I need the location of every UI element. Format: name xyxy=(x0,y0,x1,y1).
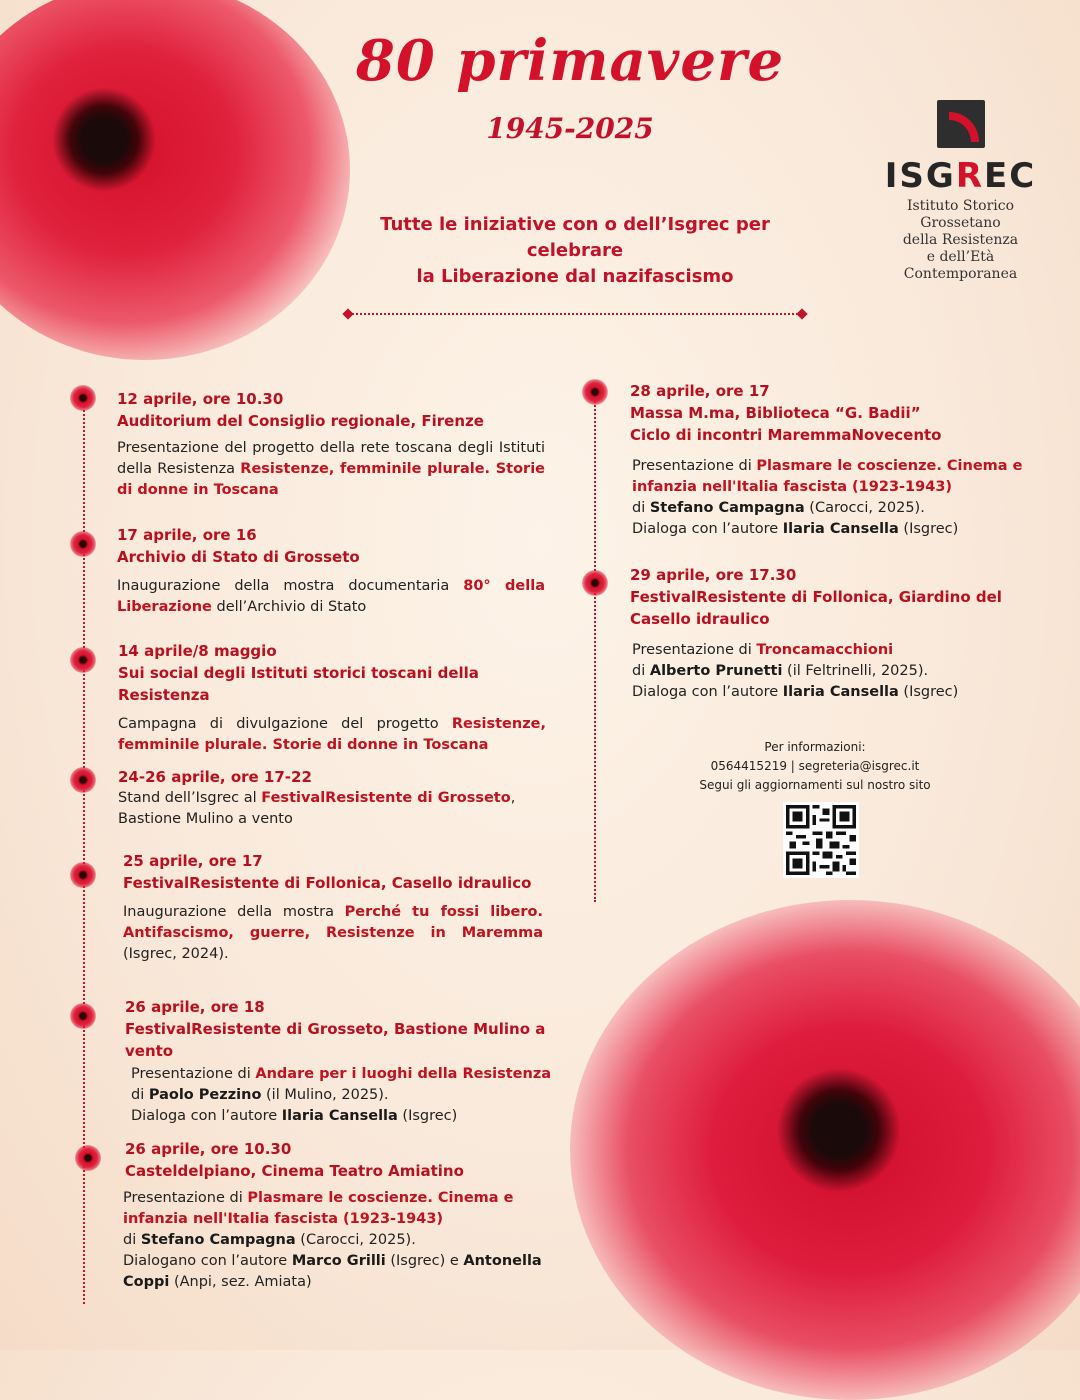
event-date: 14 aprile/8 maggio xyxy=(118,642,277,660)
divider-dot-icon xyxy=(796,308,807,319)
event-place: Massa M.ma, Biblioteca “G. Badii” xyxy=(630,404,921,422)
tagline xyxy=(330,212,820,290)
poppy-bullet-icon xyxy=(70,647,96,673)
event-item xyxy=(630,380,1040,540)
event-date: 29 aprile, ore 17.30 xyxy=(630,566,797,584)
poppy-bullet-icon xyxy=(70,862,96,888)
timeline-line-right xyxy=(594,390,596,902)
poppy-illustration-bottom xyxy=(570,900,1080,1400)
event-description: Presentazione di Troncamacchioni di Alberto Prunetti (il Feltrinelli, 2025). Dialoga con l’autore Ilaria Cansella (Isgrec) xyxy=(632,642,959,700)
event-description: Presentazione di Andare per i luoghi della Resistenza di Paolo Pezzino (il Mulino, 2025). Dialoga con l’autore Ilaria Cansella (Isgrec) xyxy=(131,1066,552,1124)
event-item xyxy=(630,564,1050,703)
event-date: 25 aprile, ore 17 xyxy=(123,852,263,870)
logo-full-name: Istituto Storico Grossetano della Resistenza e dell’Età Contemporanea xyxy=(902,198,1019,282)
website-note: Segui gli aggiornamenti sul nostro sito xyxy=(699,778,931,792)
poppy-bullet-icon xyxy=(70,531,96,557)
contact-info xyxy=(680,738,950,795)
event-item xyxy=(118,640,546,756)
event-date: 28 aprile, ore 17 xyxy=(630,382,770,400)
poppy-bullet-icon xyxy=(70,767,96,793)
contact-label: Per informazioni: xyxy=(764,740,866,754)
tagline-line-2: la Liberazione dal nazifascismo xyxy=(416,266,734,287)
contact-details[interactable]: 0564415219 | segreteria@isgrec.it xyxy=(710,759,920,773)
event-description: Presentazione di Plasmare le coscienze. Cinema e infanzia nell'Italia fascista (1923-1943) di Stefano Campagna (Carocci, 2025). Dialoga con l’autore Ilaria Cansella (Isgrec) xyxy=(632,458,1023,537)
years-subtitle: 1945-2025 xyxy=(486,112,654,145)
poppy-bullet-icon xyxy=(582,570,608,596)
page-title: 80 primavere xyxy=(355,28,785,94)
poppy-bullet-icon xyxy=(75,1145,101,1171)
event-date: 26 aprile, ore 18 xyxy=(125,998,265,1016)
isgrec-logo-icon xyxy=(937,100,985,148)
event-description: Stand dell’Isgrec al FestivalResistente di Grosseto, Bastione Mulino a vento xyxy=(118,790,516,827)
event-description: Campagna di divulgazione del progetto Resistenze, femminile plurale. Storie di donne in Toscana xyxy=(118,716,546,753)
header-divider xyxy=(348,313,802,315)
event-date: 17 aprile, ore 16 xyxy=(117,526,257,544)
event-description: Presentazione di Plasmare le coscienze. Cinema e infanzia nell'Italia fascista (1923-1943) di Stefano Campagna (Carocci, 2025). Dialogano con l’autore Marco Grilli (Isgrec) e Antonella Coppi (Anpi, sez. Amiata) xyxy=(123,1190,542,1290)
divider-dot-icon xyxy=(342,308,353,319)
logo-wordmark: ISGREC xyxy=(884,156,1037,196)
event-series: Ciclo di incontri MaremmaNovecento xyxy=(630,426,942,444)
event-description: Inaugurazione della mostra documentaria 80° della Liberazione dell’Archivio di Stato xyxy=(117,578,545,615)
poppy-bullet-icon xyxy=(70,1003,96,1029)
poppy-bullet-icon xyxy=(70,385,96,411)
event-place: FestivalResistente di Grosseto, Bastione Mulino a vento xyxy=(125,1020,546,1060)
event-place: Casteldelpiano, Cinema Teatro Amiatino xyxy=(125,1162,464,1180)
event-place: FestivalResistente di Follonica, Casello idraulico xyxy=(123,874,532,892)
qr-code-icon[interactable] xyxy=(783,802,859,878)
event-item xyxy=(117,524,545,618)
event-description: Presentazione del progetto della rete toscana degli Istituti della Resistenza Resistenze, femminile plurale. Storie di donne in Toscana xyxy=(117,440,545,498)
tagline-line-1: Tutte le iniziative con o dell’Isgrec per celebrare xyxy=(380,214,770,261)
event-place: Sui social degli Istituti storici toscani della Resistenza xyxy=(118,664,479,704)
event-item xyxy=(118,766,546,830)
event-item xyxy=(125,1138,555,1293)
event-date: 26 aprile, ore 10.30 xyxy=(125,1140,292,1158)
event-description: Inaugurazione della mostra Perché tu fossi libero. Antifascismo, guerre, Resistenze in Maremma (Isgrec, 2024). xyxy=(123,904,543,962)
event-date: 12 aprile, ore 10.30 xyxy=(117,390,284,408)
event-date: 24-26 aprile, ore 17-22 xyxy=(118,768,312,786)
event-place: Auditorium del Consiglio regionale, Firenze xyxy=(117,412,484,430)
event-item xyxy=(125,996,575,1127)
event-item xyxy=(123,850,543,965)
poppy-bullet-icon xyxy=(582,379,608,405)
isgrec-logo[interactable] xyxy=(868,100,1053,283)
event-place: FestivalResistente di Follonica, Giardino del Casello idraulico xyxy=(630,588,1002,628)
event-item xyxy=(117,388,545,501)
poppy-illustration-top xyxy=(0,0,350,360)
event-place: Archivio di Stato di Grosseto xyxy=(117,548,360,566)
